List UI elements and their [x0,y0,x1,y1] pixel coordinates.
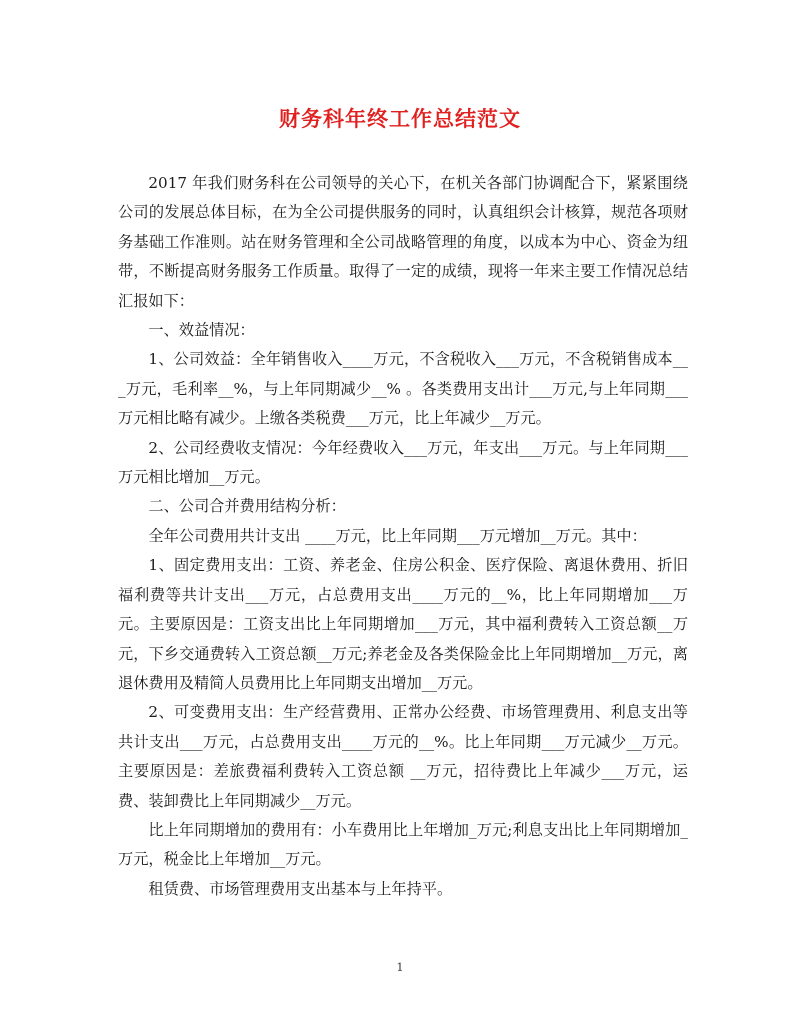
paragraph-variable-costs: 2、可变费用支出：生产经营费用、正常办公经费、市场管理费用、利息支出等共计支出___万元，占总费用支出____万元的__%。比上年同期___万元减少__万元。主要原因是：差旅费福利费转入工资总额 __万元，招待费比上年减少___万元，运费、装卸费比上年同期减少__万元。 [118,703,688,810]
paragraph-total-cost: 全年公司费用共计支出 ____万元，比上年同期___万元增加__万元。其中： [148,526,647,545]
intro-paragraph: 2017 年我们财务科在公司领导的关心下，在机关各部门协调配合下，紧紧围绕公司的发展总体目标，在为全公司提供服务的同时，认真组织会计核算，规范各项财务基础工作准则。站在财务管理和全公司战略管理的角度，以成本为中心、资金为纽带，不断提高财务服务工作质量。取得了一定的成绩，现将一年来主要工作情况总结汇报如下： [118,174,688,310]
paragraph-fixed-costs: 1、固定费用支出：工资、养老金、住房公积金、医疗保险、离退休费用、折旧福利费等共计支出___万元，占总费用支出____万元的__%，比上年同期增加___万元。主要原因是：工资支出比上年同期增加___万元，其中福利费转入工资总额__万元，下乡交通费转入工资总额__万元;养老金及各类保险金比上年同期增加__万元，离退休费用及精简人员费用比上年同期支出增加__万元。 [118,556,688,692]
paragraph-funding: 2、公司经费收支情况：今年经费收入___万元，年支出___万元。与上年同期___万元相比增加__万元。 [118,438,688,487]
document-body [118,169,688,904]
document-title: 财务科年终工作总结范文 [279,106,521,131]
paragraph-increased-costs: 比上年同期增加的费用有：小车费用比上年增加_万元;利息支出比上年同期增加_万元，税金比上年增加__万元。 [118,820,688,869]
paragraph-company-benefits: 1、公司效益：全年销售收入____万元，不含税收入___万元，不含税销售成本___万元，毛利率__%，与上年同期减少__% 。各类费用支出计___万元,与上年同期___万元相比略有减少。上缴各类税费___万元，比上年减少__万元。 [118,350,688,428]
section-heading-cost-structure: 二、公司合并费用结构分析： [148,497,346,516]
paragraph-rent-costs: 租赁费、市场管理费用支出基本与上年持平。 [148,879,453,898]
page-number: 1 [396,961,404,974]
section-heading-benefits: 一、效益情况： [148,321,255,340]
